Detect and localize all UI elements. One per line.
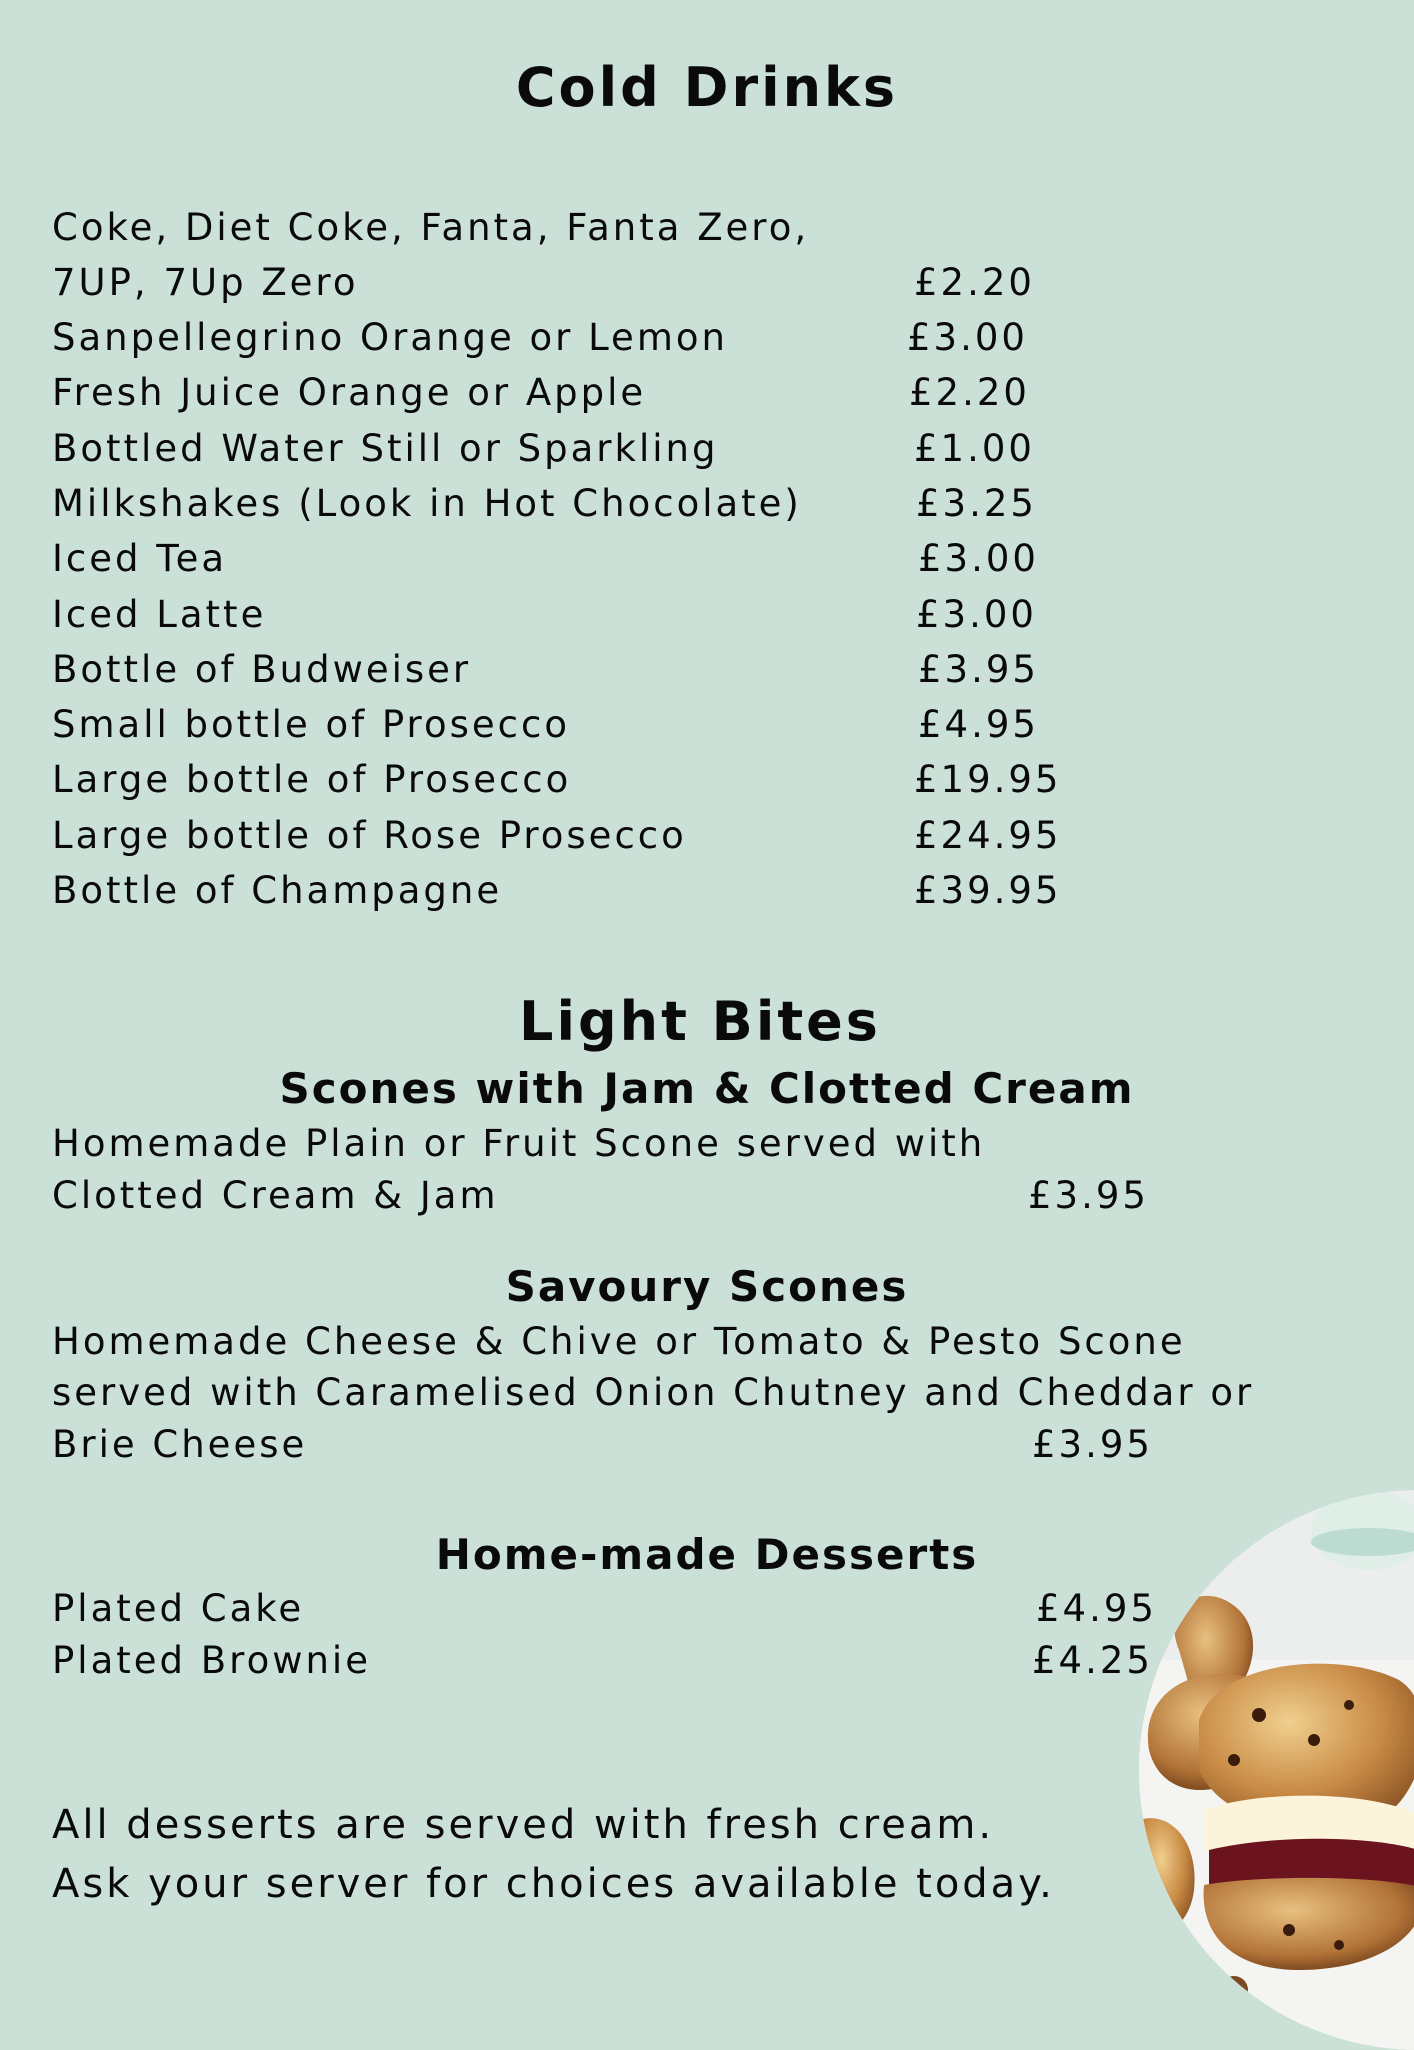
savoury-scones-price: £3.95 <box>1032 1423 1153 1466</box>
menu-item-name: Milkshakes (Look in Hot Chocolate) <box>52 482 802 525</box>
menu-item-name: Small bottle of Prosecco <box>52 703 570 746</box>
scones-price: £3.95 <box>1028 1174 1149 1217</box>
desserts-heading: Home-made Desserts <box>435 1530 979 1579</box>
dessert-item-name: Plated Brownie <box>52 1639 371 1682</box>
dessert-item-name: Plated Cake <box>52 1587 305 1630</box>
menu-item-price: £3.00 <box>907 316 1028 359</box>
savoury-description-line: served with Caramelised Onion Chutney and Cheddar or <box>52 1371 1255 1414</box>
menu-item-price: £39.95 <box>914 869 1062 912</box>
menu-item-name: Bottle of Budweiser <box>52 648 472 691</box>
menu-item-name: Bottle of Champagne <box>52 869 503 912</box>
dessert-note-line: All desserts are served with fresh cream. <box>52 1802 995 1848</box>
menu-item-price: £3.00 <box>916 593 1037 636</box>
dessert-item-price: £4.25 <box>1032 1639 1153 1682</box>
scones-description-line: Clotted Cream & Jam <box>52 1174 499 1217</box>
savoury-description-line: Brie Cheese <box>52 1423 308 1466</box>
menu-item-price: £1.00 <box>914 427 1035 470</box>
scones-heading: Scones with Jam & Clotted Cream <box>279 1064 1135 1113</box>
menu-item-name: Bottled Water Still or Sparkling <box>52 427 719 470</box>
cold-drinks-heading: Cold Drinks <box>515 56 899 119</box>
menu-item-price: £24.95 <box>914 814 1062 857</box>
savoury-description-line: Homemade Cheese & Chive or Tomato & Pesto Scone <box>52 1320 1186 1363</box>
menu-item-price: £3.95 <box>918 648 1039 691</box>
menu-item-name: Large bottle of Rose Prosecco <box>52 814 687 857</box>
drinks-intro-line: Coke, Diet Coke, Fanta, Fanta Zero, <box>52 206 810 249</box>
dessert-note-line: Ask your server for choices available today. <box>52 1861 1055 1907</box>
menu-item-name: Fresh Juice Orange or Apple <box>52 371 647 414</box>
dessert-item-price: £4.95 <box>1036 1587 1157 1630</box>
menu-item-name: Iced Latte <box>52 593 267 636</box>
menu-item-price: £4.95 <box>918 703 1039 746</box>
menu-item-name: 7UP, 7Up Zero <box>52 261 359 304</box>
menu-item-price: £2.20 <box>909 371 1030 414</box>
savoury-scones-heading: Savoury Scones <box>505 1262 909 1311</box>
scones-description-line: Homemade Plain or Fruit Scone served with <box>52 1122 986 1165</box>
menu-item-name: Large bottle of Prosecco <box>52 758 572 801</box>
menu-item-price: £19.95 <box>914 758 1062 801</box>
menu-item-price: £3.25 <box>916 482 1037 525</box>
menu-item-price: £2.20 <box>914 261 1035 304</box>
menu-item-name: Iced Tea <box>52 537 228 580</box>
light-bites-heading: Light Bites <box>519 990 881 1053</box>
menu-item-name: Sanpellegrino Orange or Lemon <box>52 316 728 359</box>
menu-item-price: £3.00 <box>918 537 1039 580</box>
